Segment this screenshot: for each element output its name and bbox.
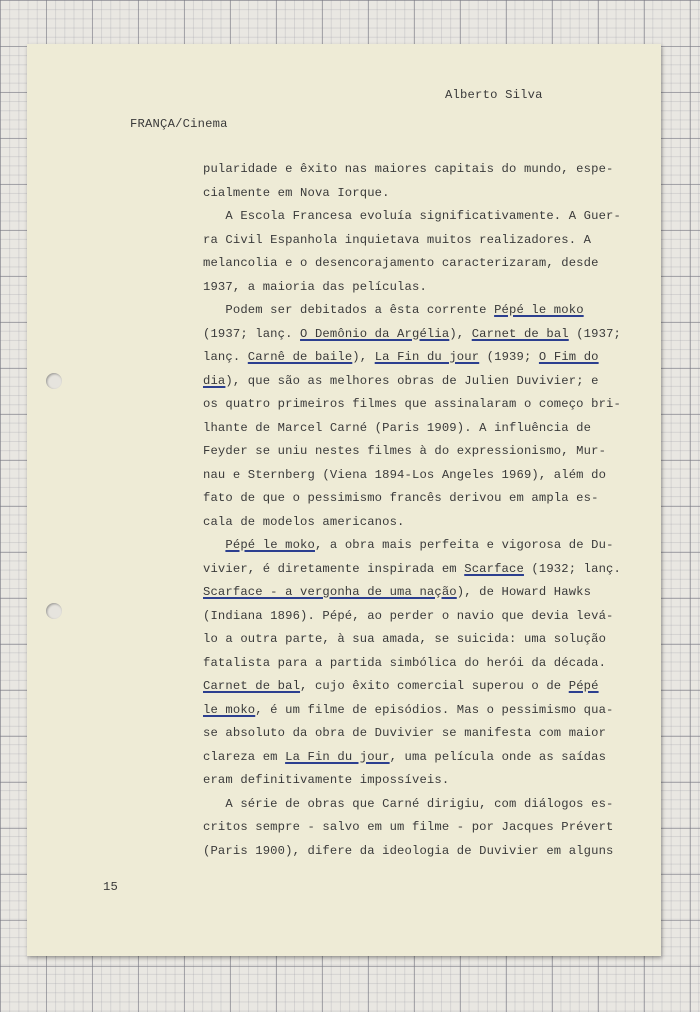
underlined-title: Pépé le moko xyxy=(494,303,584,317)
text-run: os quatro primeiros filmes que assinalaram o começo bri- xyxy=(203,397,621,411)
underlined-title: Carnê de baile xyxy=(247,350,353,364)
underlined-title: Carnet de bal xyxy=(471,326,569,341)
text-line xyxy=(203,487,623,511)
text-line xyxy=(203,299,623,323)
text-run: (Indiana 1896). Pépé, ao perder o navio que devia levá- xyxy=(203,608,614,623)
text-run: , cujo êxito comercial superou o de xyxy=(300,679,569,693)
text-run: ), de Howard Hawks xyxy=(456,585,592,599)
text-line xyxy=(203,393,623,417)
text-run: fatalista para a partida simbólica do herói da década. xyxy=(203,655,607,670)
underlined-title: O Fim do xyxy=(538,350,599,364)
underlined-title: O Demônio da Argélia xyxy=(300,326,450,341)
text-run: , a obra mais perfeita e vigorosa de Du- xyxy=(314,538,614,552)
underlined-title: Pépé le moko xyxy=(225,538,315,552)
text-run: lanç. xyxy=(203,350,248,364)
text-line xyxy=(203,699,623,723)
underlined-title: Carnet de bal xyxy=(203,679,301,693)
text-line xyxy=(203,558,623,582)
text-run: (1937; lanç. xyxy=(203,326,301,341)
text-run: vivier, é diretamente inspirada em xyxy=(203,561,465,576)
underlined-title: Scarface - a vergonha de uma nação xyxy=(203,585,457,599)
text-line xyxy=(203,440,623,464)
page-number: 15 xyxy=(103,880,119,894)
text-line xyxy=(203,323,623,347)
text-run: melancolia e o desencorajamento caracterizaram, desde xyxy=(203,256,599,270)
text-run: ra Civil Espanhola inquietava muitos realizadores. A xyxy=(203,232,592,247)
text-run: cialmente em Nova Iorque. xyxy=(203,185,390,200)
text-run: Podem ser debitados a êsta corrente xyxy=(203,303,495,317)
text-line xyxy=(203,840,623,864)
text-line xyxy=(203,205,623,229)
text-run: critos sempre - salvo em um filme - por Jacques Prévert xyxy=(203,820,614,834)
text-run: nau e Sternberg (Viena 1894-Los Angeles 1969), além do xyxy=(203,467,607,482)
text-run: (1937; xyxy=(568,326,621,341)
text-run: , uma película onde as saídas xyxy=(389,749,607,764)
text-run: lo a outra parte, à sua amada, se suicida: uma solução xyxy=(203,632,607,646)
text-run: Feyder se uniu nestes filmes à do expressionismo, Mur- xyxy=(203,444,607,458)
text-run: (1932; lanç. xyxy=(523,561,621,576)
section-header: FRANÇA/Cinema xyxy=(130,117,228,131)
text-line xyxy=(203,675,623,699)
punch-hole xyxy=(46,373,62,389)
underlined-title: dia xyxy=(203,373,226,388)
text-line xyxy=(203,464,623,488)
text-run: cala de modelos americanos. xyxy=(203,514,405,529)
author-name: Alberto Silva xyxy=(445,88,543,102)
text-line xyxy=(203,746,623,770)
text-line xyxy=(203,229,623,253)
text-run: 1937, a maioria das películas. xyxy=(203,279,427,294)
underlined-title: La Fin du jour xyxy=(285,749,390,764)
text-line xyxy=(203,370,623,394)
text-line xyxy=(203,652,623,676)
text-run: eram definitivamente impossíveis. xyxy=(203,773,450,787)
text-run: se absoluto da obra de Duvivier se manifesta com maior xyxy=(203,726,607,740)
text-line xyxy=(203,816,623,840)
text-run xyxy=(203,538,225,552)
text-run: (1939; xyxy=(479,350,539,364)
text-run: ), que são as melhores obras de Julien Duvivier; e xyxy=(225,373,599,388)
text-line xyxy=(203,722,623,746)
text-run: lhante de Marcel Carné (Paris 1909). A influência de xyxy=(203,420,592,435)
text-run: A Escola Francesa evoluía significativamente. A Guer- xyxy=(203,209,621,223)
text-run: pularidade e êxito nas maiores capitais do mundo, espe- xyxy=(203,162,614,176)
text-line xyxy=(203,276,623,300)
text-line xyxy=(203,182,623,206)
underlined-title: Scarface xyxy=(464,561,524,576)
text-run: ), xyxy=(352,350,375,364)
text-line xyxy=(203,769,623,793)
text-line xyxy=(203,534,623,558)
underlined-title: le moko xyxy=(203,702,256,717)
text-run: A série de obras que Carné dirigiu, com diálogos es- xyxy=(203,796,614,811)
text-line xyxy=(203,158,623,182)
text-run: , é um filme de episódios. Mas o pessimismo qua- xyxy=(255,702,614,717)
text-line xyxy=(203,511,623,535)
body-text xyxy=(203,158,623,863)
punch-hole xyxy=(46,603,62,619)
text-line xyxy=(203,628,623,652)
text-line xyxy=(203,417,623,441)
text-line xyxy=(203,793,623,817)
text-run: fato de que o pessimismo francês derivou em ampla es- xyxy=(203,491,599,505)
text-run: clareza em xyxy=(203,749,286,764)
text-line xyxy=(203,581,623,605)
underlined-title: La Fin du jour xyxy=(374,350,480,364)
typed-page xyxy=(27,44,661,956)
text-line xyxy=(203,346,623,370)
underlined-title: Pépé xyxy=(568,679,599,693)
text-line xyxy=(203,252,623,276)
text-run: (Paris 1900), difere da ideologia de Duvivier em alguns xyxy=(203,843,614,858)
text-run: ), xyxy=(449,326,472,341)
text-line xyxy=(203,605,623,629)
